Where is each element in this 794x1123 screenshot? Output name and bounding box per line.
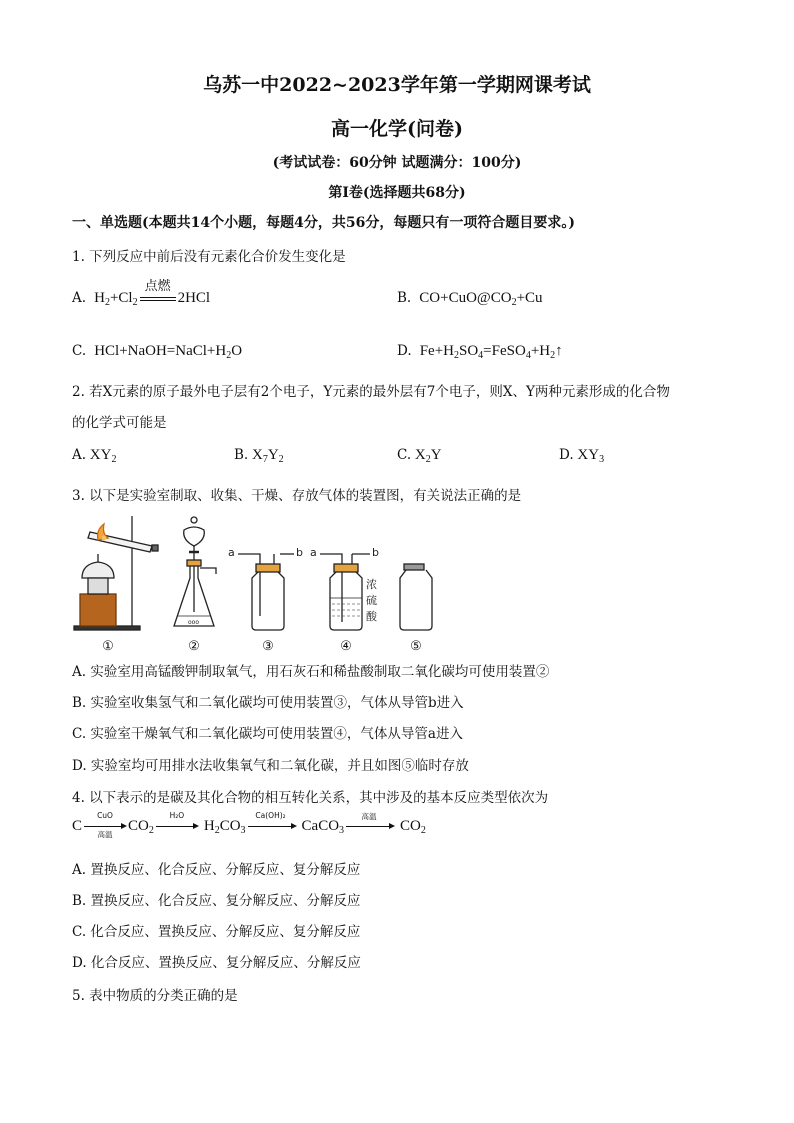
arrow-4-condition: 高温	[361, 811, 377, 821]
q4-option-a[interactable]: A. 置换反应、化合反应、分解反应、复分解反应	[72, 862, 361, 878]
option-label: B.	[397, 290, 412, 306]
section-title: 一、单选题(本题共14个小题，每题4分，共56分，每题只有一项符合题目要求。)	[72, 215, 575, 231]
q1-a-equation: $H_2+Cl_2$ 点燃 2HCl	[90, 290, 210, 306]
arrow-1-condition-below: 高温	[97, 829, 113, 839]
q3-option-b[interactable]: B. 实验室收集氢气和二氧化碳均可使用装置③，气体从导管b进入	[72, 695, 464, 711]
apparatus-2-flask	[174, 517, 216, 626]
arrow-3	[246, 810, 302, 834]
apparatus-1-heating	[74, 516, 158, 630]
acid-label-2: 硫	[366, 594, 377, 607]
port-b-label: b	[372, 546, 379, 559]
q2-option-c[interactable]	[397, 447, 442, 464]
q1-option-a[interactable]	[72, 279, 211, 308]
option-label: C.	[72, 343, 87, 359]
exam-subtitle: 高一化学(问卷)	[331, 118, 463, 140]
condition-ignite: 点燃	[144, 279, 171, 294]
question-2-stem-line1: 2. 若X元素的原子最外电子层有2个电子，Y元素的最外层有7个电子，则X、Y两种元素形成的化合物	[72, 384, 670, 400]
figure-label-2: ②	[188, 639, 200, 654]
question-4-stem: 4. 以下表示的是碳及其化合物的相互转化关系，其中涉及的基本反应类型依次为	[72, 790, 549, 806]
question-1-stem: 1. 下列反应中前后没有元素化合价发生变化是	[72, 249, 346, 265]
q3-option-d[interactable]: D. 实验室均可用排水法收集氧气和二氧化碳，并且如图⑤临时存放	[72, 758, 469, 774]
exam-title: 乌苏一中2022~2023学年第一学期网课考试	[203, 74, 591, 96]
q2-option-d[interactable]	[559, 447, 604, 464]
option-label: D.	[559, 447, 574, 463]
carbon-conversion-chain: C CuO 高温 $CO_2$ H₂O $H_2CO_3$ Ca(OH)₂ CaCO$_3$ 高温 $CO_2$	[72, 810, 426, 839]
option-label: B.	[234, 447, 249, 463]
formula: $XY_3$	[573, 447, 605, 465]
q1-c-equation: $HCl+NaOH=NaCl+H_2O$	[90, 343, 243, 361]
option-label: A.	[72, 447, 87, 463]
part-title: 第I卷(选择题共68分)	[328, 185, 466, 201]
q2-option-a[interactable]	[72, 447, 116, 464]
arrow-1	[82, 810, 128, 839]
q1-option-d[interactable]	[397, 343, 563, 360]
arrow-4	[344, 811, 400, 834]
q1-b-equation: $CO+CuO@CO_2+Cu$	[415, 290, 543, 308]
arrow-2-condition: H₂O	[169, 810, 185, 820]
acid-label-3: 酸	[366, 610, 377, 623]
port-a-label: a	[228, 546, 235, 559]
formula: $X_7Y_2$	[248, 447, 284, 465]
q4-option-b[interactable]: B. 置换反应、化合反应、复分解反应、分解反应	[72, 893, 361, 909]
q3-option-a[interactable]: A. 实验室用高锰酸钾制取氧气，用石灰石和稀盐酸制取二氧化碳均可使用装置②	[72, 664, 550, 680]
figure-label-1: ①	[102, 639, 114, 654]
option-label: C.	[397, 447, 412, 463]
apparatus-3-gas-bottle	[228, 546, 303, 630]
formula: $X_2Y$	[411, 447, 442, 465]
q4-option-c[interactable]: C. 化合反应、置换反应、分解反应、复分解反应	[72, 924, 361, 940]
port-b-label: b	[296, 546, 303, 559]
option-label: D.	[397, 343, 412, 359]
apparatus-4-wash-bottle	[310, 546, 379, 630]
q4-option-d[interactable]: D. 化合反应、置换反应、复分解反应、分解反应	[72, 955, 361, 971]
apparatus-5-storage-bottle	[400, 564, 432, 630]
arrow-2	[154, 810, 204, 834]
question-3-stem: 3. 以下是实验室制取、收集、干燥、存放气体的装置图，有关说法正确的是	[72, 488, 522, 504]
port-a-label: a	[310, 546, 317, 559]
figure-label-4: ④	[340, 639, 352, 654]
formula: $XY_2$	[86, 447, 117, 465]
q1-option-b[interactable]	[397, 290, 543, 307]
apparatus-figure	[70, 508, 450, 656]
q3-option-c[interactable]: C. 实验室干燥氧气和二氧化碳均可使用装置④，气体从导管a进入	[72, 726, 463, 742]
option-label: A.	[72, 290, 87, 306]
acid-label-1: 浓	[366, 578, 377, 591]
arrow-1-condition: CuO	[97, 810, 113, 820]
exam-info: (考试试卷：60分钟 试题满分：100分)	[272, 155, 522, 171]
q2-option-b[interactable]	[234, 447, 284, 464]
figure-label-3: ③	[262, 639, 274, 654]
q1-option-c[interactable]	[72, 343, 242, 360]
svg-text:ooo: ooo	[188, 619, 200, 626]
q1-d-equation: $Fe+H_2SO_4=FeSO_4+H_2↑$	[415, 343, 563, 361]
question-2-stem-line2: 的化学式可能是	[72, 415, 167, 431]
question-5-stem: 5. 表中物质的分类正确的是	[72, 988, 238, 1004]
figure-label-5: ⑤	[410, 639, 422, 654]
arrow-3-condition: Ca(OH)₂	[255, 810, 286, 820]
